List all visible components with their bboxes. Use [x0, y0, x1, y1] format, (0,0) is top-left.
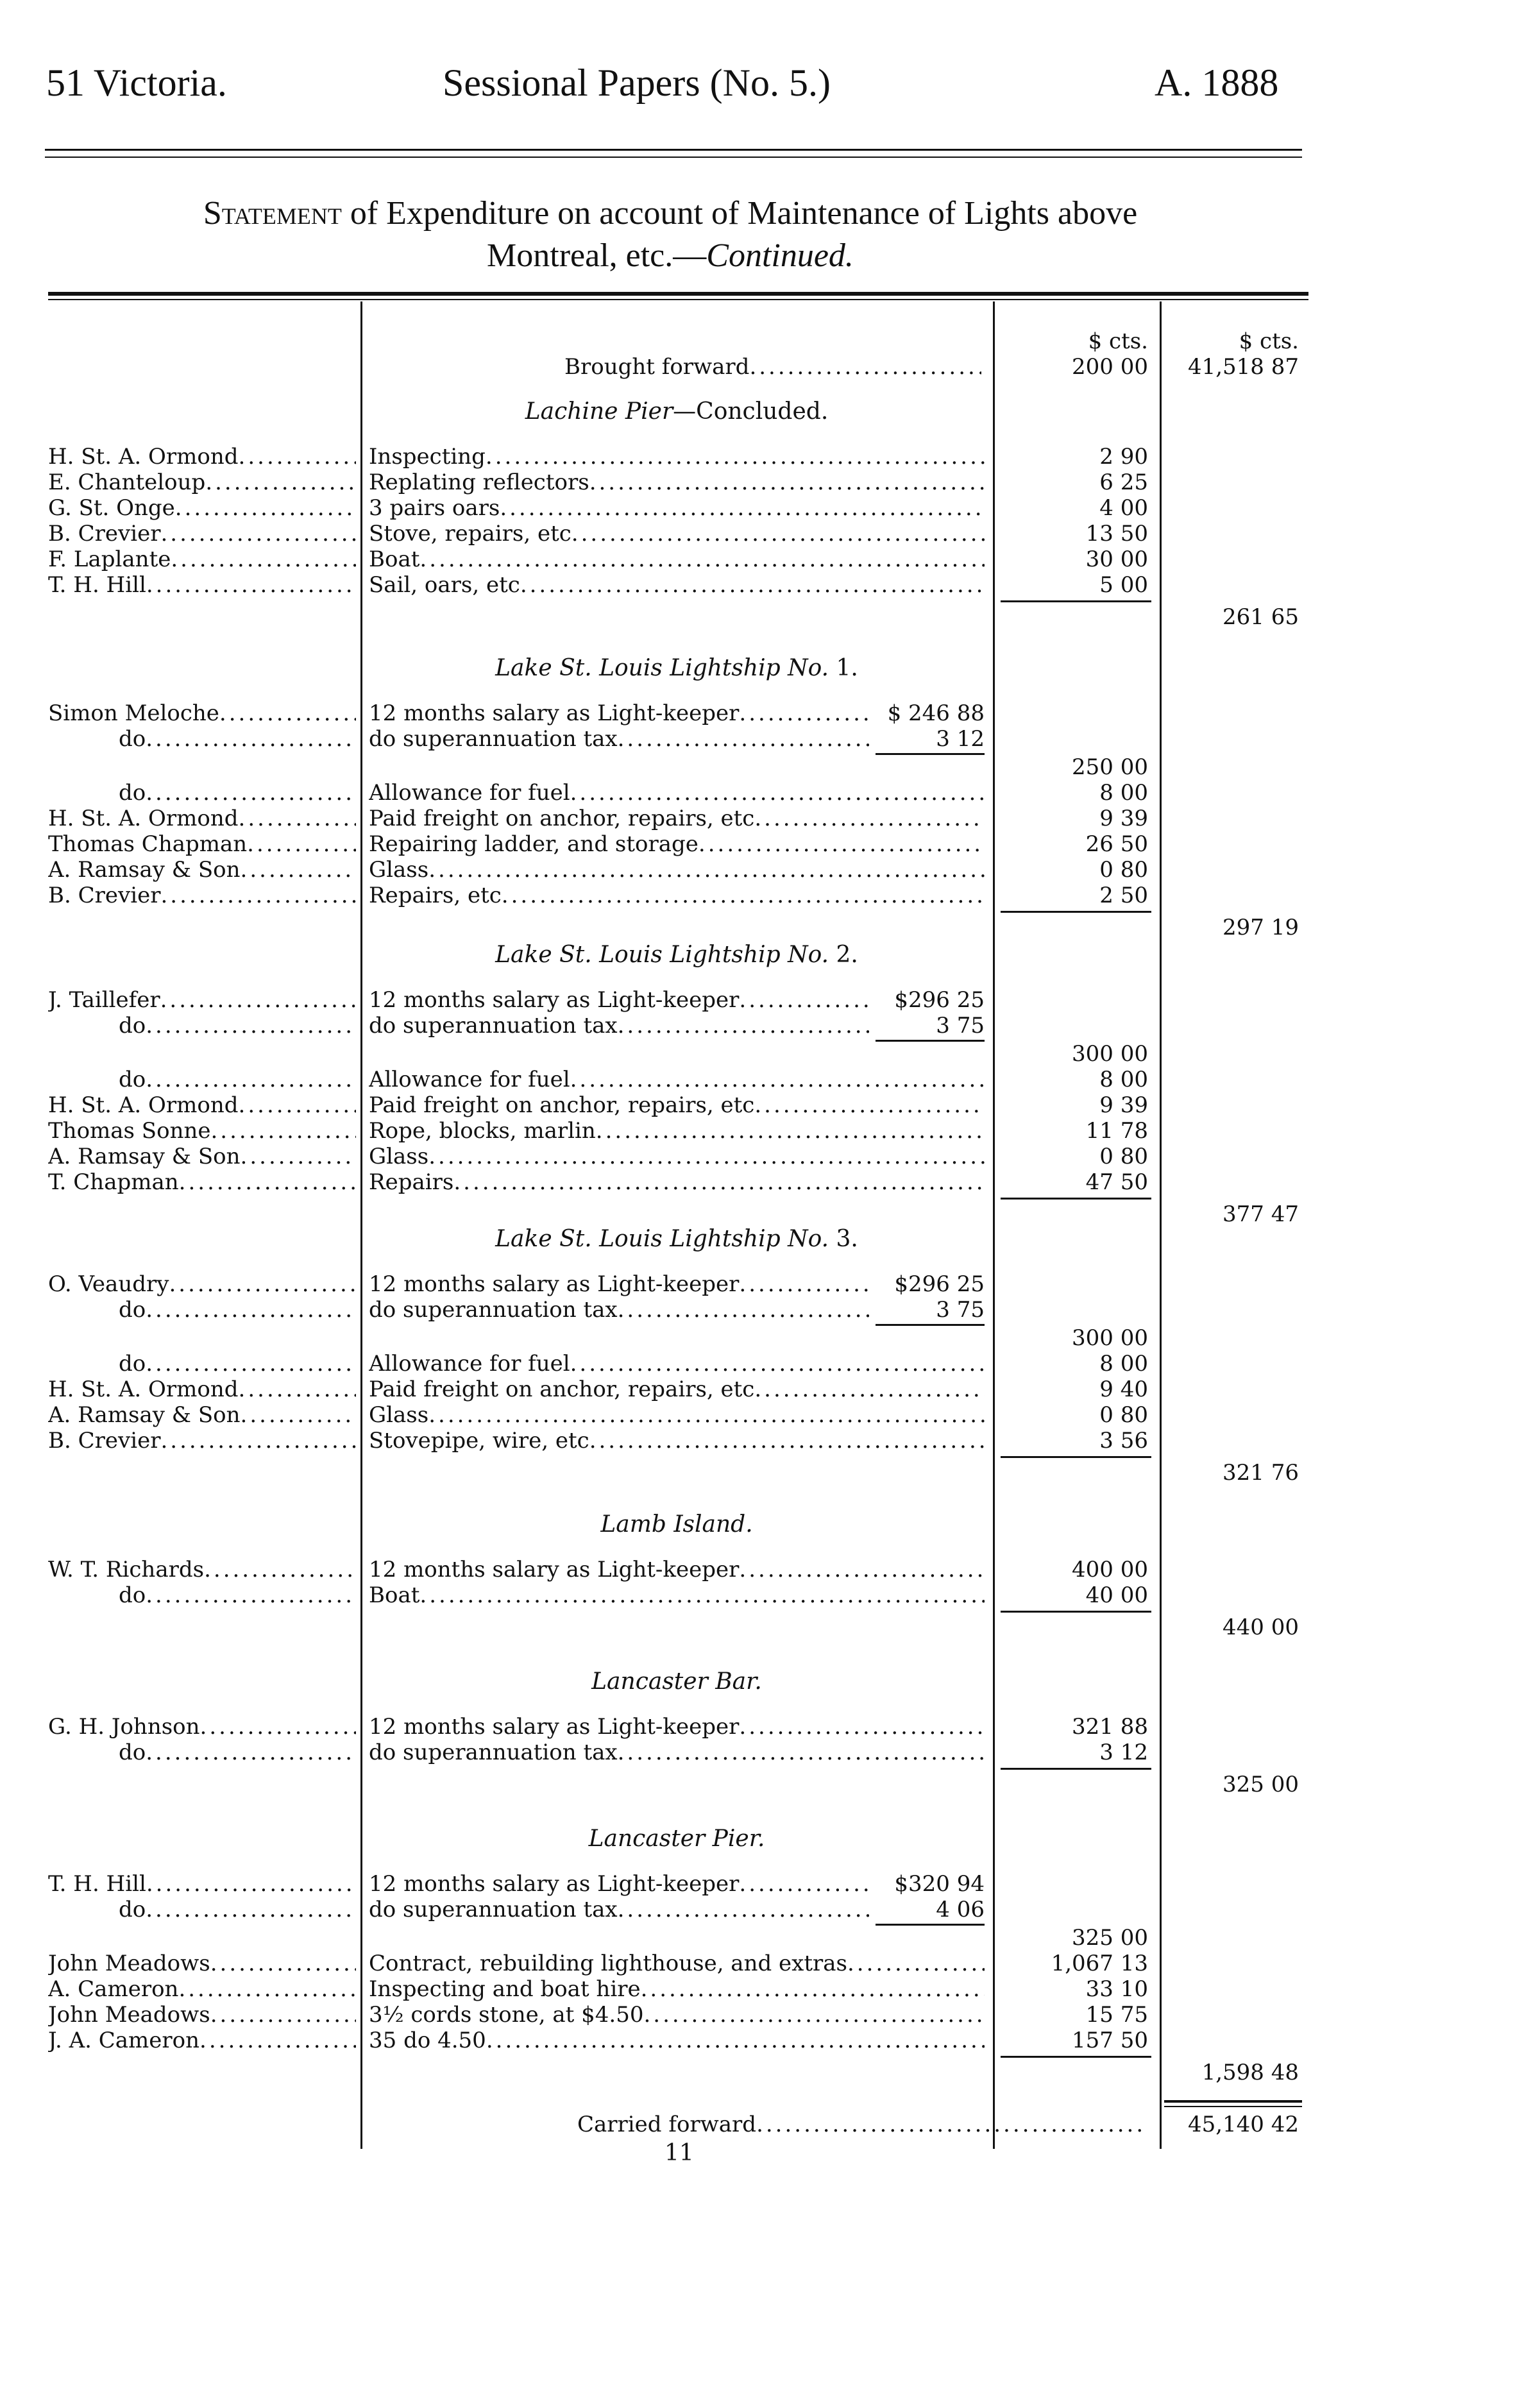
item-amount: 6 25 [1099, 470, 1148, 495]
payee-name: A. Ramsay & Son ..... [48, 857, 356, 883]
item-description: Allowance for fuel ..... [369, 780, 985, 806]
payee-name: G. St. Onge ..... [48, 495, 356, 521]
item-amount: 47 50 [1085, 1169, 1148, 1195]
salary-net-row [0, 1925, 1515, 1951]
section-total: 377 47 [1223, 1201, 1299, 1227]
item-amount: 8 00 [1099, 780, 1148, 806]
payee-name: do ..... [48, 726, 356, 752]
item-description: Allowance for fuel ..... [369, 1351, 985, 1377]
item-description: do superannuation tax ..... [369, 1013, 869, 1039]
item-description: 12 months salary as Light-keeper ..... [369, 987, 869, 1013]
item-amount: 0 80 [1099, 857, 1148, 883]
salary-row [0, 1297, 1515, 1323]
item-description: do superannuation tax ..... [369, 726, 869, 752]
section-total-row [0, 2060, 1515, 2085]
salary-subamount: $296 25 [894, 1271, 985, 1297]
expenditure-row [0, 1092, 1515, 1118]
section-subtotal-rule [1001, 1768, 1151, 1770]
item-description: 12 months salary as Light-keeper ..... [369, 700, 869, 726]
payee-name: do ..... [48, 1351, 356, 1377]
payee-name: A. Ramsay & Son ..... [48, 1144, 356, 1169]
section-total-row [0, 1772, 1515, 1797]
brought-forward-label: Brought forward ..... [564, 354, 981, 380]
payee-name: do ..... [48, 1297, 356, 1323]
section-total: 325 00 [1223, 1772, 1299, 1797]
payee-name: G. H. Johnson ..... [48, 1714, 356, 1740]
header-session: 51 Victoria. [46, 62, 227, 104]
item-description: do superannuation tax ..... [369, 1897, 869, 1922]
item-description: Inspecting ..... [369, 444, 985, 470]
item-amount: 11 78 [1085, 1118, 1148, 1144]
expenditure-row [0, 1377, 1515, 1402]
section-heading: Lancaster Bar. [591, 1668, 762, 1695]
amount-column-header: $ cts. [1088, 328, 1148, 354]
item-amount: 9 40 [1099, 1377, 1148, 1402]
title-lead: Statement [203, 195, 342, 232]
expenditure-row [0, 1714, 1515, 1740]
salary-subamount: 4 06 [936, 1897, 985, 1922]
section-total: 261 65 [1223, 604, 1299, 630]
section-total-row [0, 1460, 1515, 1486]
payee-name: do ..... [48, 1897, 356, 1922]
item-description: 12 months salary as Light-keeper ..... [369, 1871, 869, 1897]
title-line2: Montreal, etc.— [487, 237, 707, 274]
payee-name: John Meadows ..... [48, 1951, 356, 1976]
carried-forward-total: 45,140 42 [1187, 2112, 1299, 2137]
expenditure-row [0, 1428, 1515, 1454]
section-total-row [0, 1615, 1515, 1640]
expenditure-row [0, 1557, 1515, 1582]
salary-row [0, 987, 1515, 1013]
expenditure-row [0, 857, 1515, 883]
table-rule-thin [48, 299, 1308, 300]
item-description: Contract, rebuilding lighthouse, and extras ..... [369, 1951, 985, 1976]
item-description: Paid freight on anchor, repairs, etc ..... [369, 1377, 985, 1402]
item-description: Stovepipe, wire, etc ..... [369, 1428, 985, 1454]
expenditure-row [0, 1740, 1515, 1765]
item-amount: 3 12 [1099, 1740, 1148, 1765]
expenditure-row [0, 521, 1515, 547]
payee-name: Simon Meloche ..... [48, 700, 356, 726]
title-rest: of Expenditure on account of Maintenance of Lights above [341, 195, 1138, 232]
section-heading: Lake St. Louis Lightship No. 2. [495, 942, 858, 968]
section-subtotal-rule [1001, 1611, 1151, 1613]
payee-name: B. Crevier ..... [48, 1428, 356, 1454]
payee-name: do ..... [48, 1067, 356, 1092]
item-description: Paid freight on anchor, repairs, etc ..... [369, 806, 985, 831]
expenditure-row [0, 1951, 1515, 1976]
expenditure-row [0, 780, 1515, 806]
table-rule-thick [48, 292, 1308, 296]
item-description: Boat ..... [369, 1582, 985, 1608]
salary-net-row [0, 1325, 1515, 1351]
item-description: do superannuation tax ..... [369, 1297, 869, 1323]
item-amount: 33 10 [1085, 1976, 1148, 2002]
payee-name: A. Cameron ..... [48, 1976, 356, 2002]
item-description: 35 do 4.50 ..... [369, 2028, 985, 2053]
item-description: Sail, oars, etc ..... [369, 572, 985, 598]
payee-name: O. Veaudry ..... [48, 1271, 356, 1297]
item-description: Inspecting and boat hire ..... [369, 1976, 985, 2002]
payee-name: B. Crevier ..... [48, 521, 356, 547]
item-amount: 15 75 [1085, 2002, 1148, 2028]
salary-net-amount: 250 00 [1072, 754, 1148, 780]
item-amount: 2 90 [1099, 444, 1148, 470]
brought-forward-row [0, 354, 1515, 380]
salary-row [0, 1271, 1515, 1297]
header-year: A. 1888 [1155, 62, 1279, 104]
item-description: 12 months salary as Light-keeper ..... [369, 1714, 985, 1740]
statement-title [32, 192, 1308, 277]
payee-name: Thomas Chapman ..... [48, 831, 356, 857]
section-subtotal-rule [1001, 1198, 1151, 1200]
salary-net-amount: 300 00 [1072, 1041, 1148, 1067]
salary-net-row [0, 754, 1515, 780]
expenditure-row [0, 2002, 1515, 2028]
item-description: Replating reflectors ..... [369, 470, 985, 495]
payee-name: W. T. Richards ..... [48, 1557, 356, 1582]
brought-forward-amount: 200 00 [1072, 354, 1148, 380]
item-amount: 9 39 [1099, 1092, 1148, 1118]
item-amount: 40 00 [1085, 1582, 1148, 1608]
section-heading: Lamb Island. [600, 1511, 753, 1538]
salary-row [0, 1897, 1515, 1922]
salary-net-amount: 325 00 [1072, 1925, 1148, 1951]
expenditure-row [0, 831, 1515, 857]
expenditure-row [0, 1351, 1515, 1377]
header-rule-bottom [45, 157, 1302, 158]
item-description: Allowance for fuel ..... [369, 1067, 985, 1092]
expenditure-row [0, 2028, 1515, 2053]
payee-name: H. St. A. Ormond ..... [48, 1377, 356, 1402]
expenditure-row [0, 1118, 1515, 1144]
item-description: Paid freight on anchor, repairs, etc ..... [369, 1092, 985, 1118]
section-heading: Lancaster Pier. [588, 1826, 765, 1852]
salary-subamount: $ 246 88 [887, 700, 985, 726]
item-amount: 321 88 [1072, 1714, 1148, 1740]
salary-subamount: 3 75 [936, 1297, 985, 1323]
section-heading: Lake St. Louis Lightship No. 1. [495, 655, 858, 681]
brought-forward-total: 41,518 87 [1187, 354, 1299, 380]
expenditure-row [0, 1169, 1515, 1195]
total-column-header: $ cts. [1239, 328, 1299, 354]
payee-name: H. St. A. Ormond ..... [48, 1092, 356, 1118]
payee-name: H. St. A. Ormond ..... [48, 444, 356, 470]
item-amount: 13 50 [1085, 521, 1148, 547]
item-amount: 8 00 [1099, 1351, 1148, 1377]
section-total: 321 76 [1223, 1460, 1299, 1486]
section-total: 297 19 [1223, 915, 1299, 940]
expenditure-row [0, 1582, 1515, 1608]
salary-row [0, 1871, 1515, 1897]
section-total-row [0, 604, 1515, 630]
item-amount: 3 56 [1099, 1428, 1148, 1454]
item-description: Glass ..... [369, 1402, 985, 1428]
payee-name: T. Chapman ..... [48, 1169, 356, 1195]
item-amount: 1,067 13 [1051, 1951, 1148, 1976]
payee-name: do ..... [48, 1013, 356, 1039]
expenditure-row [0, 1067, 1515, 1092]
expenditure-row [0, 547, 1515, 572]
item-description: 12 months salary as Light-keeper ..... [369, 1557, 985, 1582]
payee-name: F. Laplante ..... [48, 547, 356, 572]
expenditure-row [0, 1402, 1515, 1428]
payee-name: J. A. Cameron ..... [48, 2028, 356, 2053]
payee-name: do ..... [48, 780, 356, 806]
item-description: do superannuation tax ..... [369, 1740, 985, 1765]
section-subtotal-rule [1001, 600, 1151, 602]
section-total-row [0, 1201, 1515, 1227]
item-description: 12 months salary as Light-keeper ..... [369, 1271, 869, 1297]
item-description: Glass ..... [369, 1144, 985, 1169]
salary-subamount: 3 12 [936, 726, 985, 752]
section-total: 440 00 [1223, 1615, 1299, 1640]
item-amount: 30 00 [1085, 547, 1148, 572]
column-header-row [0, 328, 1515, 354]
item-description: Rope, blocks, marlin ..... [369, 1118, 985, 1144]
item-description: Repairs, etc ..... [369, 883, 985, 908]
item-amount: 157 50 [1072, 2028, 1148, 2053]
salary-subamount: $296 25 [894, 987, 985, 1013]
item-amount: 0 80 [1099, 1402, 1148, 1428]
item-description: Repairs ..... [369, 1169, 985, 1195]
item-description: Stove, repairs, etc ..... [369, 521, 985, 547]
item-amount: 5 00 [1099, 572, 1148, 598]
header-rule-top [45, 149, 1302, 151]
carried-forward-label: Carried forward ..... [577, 2112, 1142, 2137]
salary-net-amount: 300 00 [1072, 1325, 1148, 1351]
salary-net-row [0, 1041, 1515, 1067]
item-description: Glass ..... [369, 857, 985, 883]
expenditure-row [0, 1976, 1515, 2002]
section-subtotal-rule [1001, 2056, 1151, 2058]
expenditure-row [0, 806, 1515, 831]
section-heading: Lachine Pier—Concluded. [525, 398, 829, 425]
payee-name: T. H. Hill ..... [48, 572, 356, 598]
payee-name: John Meadows ..... [48, 2002, 356, 2028]
carried-forward-row [0, 2112, 1515, 2137]
expenditure-row [0, 470, 1515, 495]
item-description: 3 pairs oars ..... [369, 495, 985, 521]
payee-name: H. St. A. Ormond ..... [48, 806, 356, 831]
carried-forward-rule-bottom [1164, 2106, 1302, 2107]
header-sessional-papers: Sessional Papers (No. 5.) [443, 62, 831, 104]
item-description: 3½ cords stone, at $4.50 ..... [369, 2002, 985, 2028]
salary-subamount: 3 75 [936, 1013, 985, 1039]
section-subtotal-rule [1001, 911, 1151, 913]
payee-name: do ..... [48, 1582, 356, 1608]
item-amount: 8 00 [1099, 1067, 1148, 1092]
item-description: Repairing ladder, and storage ..... [369, 831, 985, 857]
section-total-row [0, 915, 1515, 940]
payee-name: do ..... [48, 1740, 356, 1765]
payee-name: E. Chanteloup ..... [48, 470, 356, 495]
expenditure-row [0, 572, 1515, 598]
item-amount: 4 00 [1099, 495, 1148, 521]
section-heading: Lake St. Louis Lightship No. 3. [495, 1226, 858, 1252]
payee-name: J. Taillefer ..... [48, 987, 356, 1013]
carried-forward-rule-top [1164, 2100, 1302, 2103]
item-amount: 26 50 [1085, 831, 1148, 857]
expenditure-row [0, 1144, 1515, 1169]
section-subtotal-rule [1001, 1456, 1151, 1458]
section-total: 1,598 48 [1201, 2060, 1299, 2085]
item-amount: 0 80 [1099, 1144, 1148, 1169]
item-amount: 9 39 [1099, 806, 1148, 831]
payee-name: A. Ramsay & Son ..... [48, 1402, 356, 1428]
payee-name: B. Crevier ..... [48, 883, 356, 908]
salary-row [0, 726, 1515, 752]
salary-row [0, 1013, 1515, 1039]
expenditure-row [0, 495, 1515, 521]
payee-name: Thomas Sonne ..... [48, 1118, 356, 1144]
item-amount: 2 50 [1099, 883, 1148, 908]
page-number: 11 [664, 2140, 694, 2166]
title-continued: Continued. [706, 237, 854, 274]
expenditure-row [0, 444, 1515, 470]
payee-name: T. H. Hill ..... [48, 1871, 356, 1897]
item-description: Boat ..... [369, 547, 985, 572]
salary-subamount: $320 94 [894, 1871, 985, 1897]
expenditure-row [0, 883, 1515, 908]
item-amount: 400 00 [1072, 1557, 1148, 1582]
salary-row [0, 700, 1515, 726]
